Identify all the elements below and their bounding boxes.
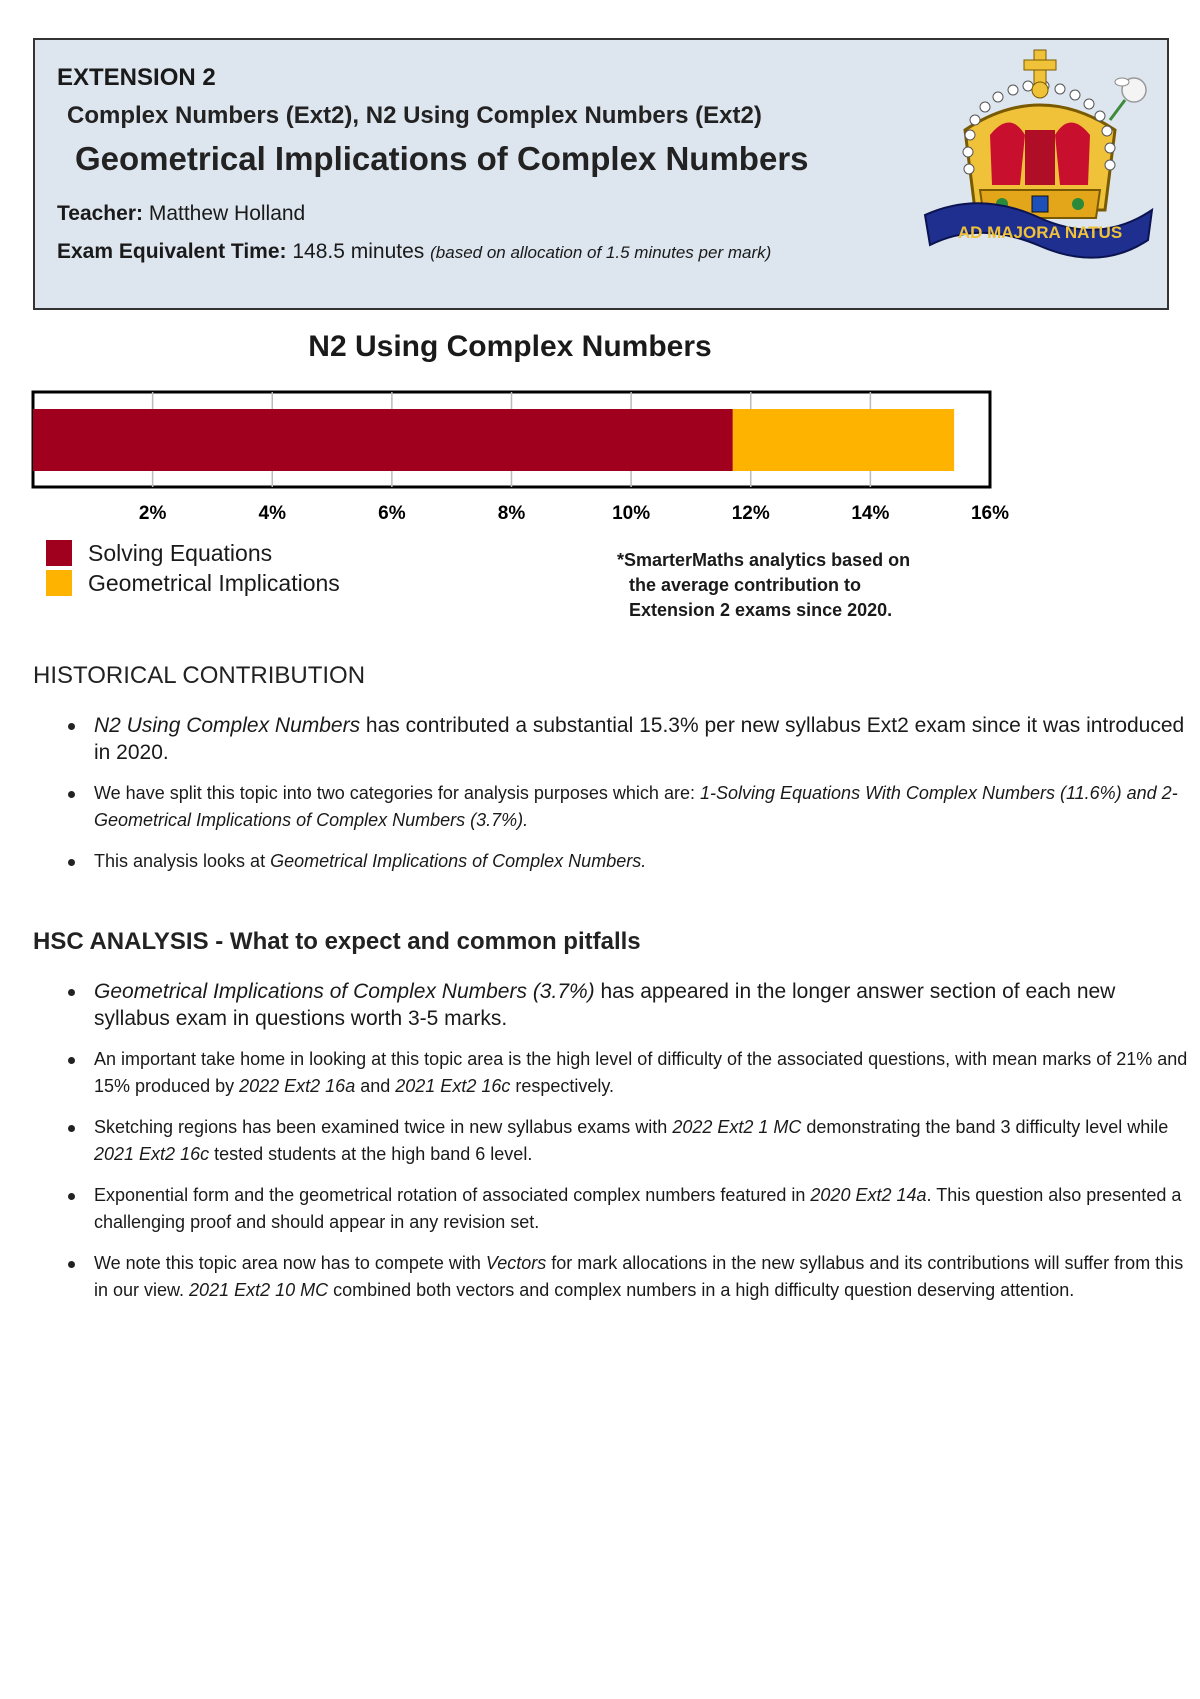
legend-swatch-solving [46, 540, 72, 566]
list-item [94, 712, 1194, 766]
teacher-name: Matthew Holland [148, 202, 306, 225]
footnote-line: the average contribution to [629, 575, 862, 595]
extension-label: EXTENSION 2 [57, 64, 216, 91]
topic-ref: Vectors [485, 1253, 547, 1273]
list-item-text: demonstrating the band 3 difficulty level while [801, 1117, 1169, 1137]
list-item-italic: Geometrical Implications of Complex Numbers. [270, 851, 647, 871]
hsc-analysis-heading: HSC ANALYSIS - What to expect and common pitfalls [33, 928, 641, 955]
historical-heading: HISTORICAL CONTRIBUTION [33, 662, 366, 689]
legend-label-geometrical: Geometrical Implications [88, 569, 340, 596]
list-item [94, 978, 1194, 1032]
list-item-text: Sketching regions has been examined twice in new syllabus exams with [94, 1117, 673, 1137]
topics-line: Complex Numbers (Ext2), N2 Using Complex Numbers (Ext2) [67, 102, 762, 129]
question-ref: 2021 Ext2 10 MC [189, 1280, 329, 1300]
list-item-text: This analysis looks at [94, 851, 271, 871]
analytics-footnote [617, 548, 910, 623]
exam-time-label: Exam Equivalent Time: [57, 240, 287, 263]
list-item-text: has appeared in the longer answer section of each new syllabus exam in questions worth 3-5 marks. [94, 980, 1116, 1030]
list-item-italic: N2 Using Complex Numbers [94, 714, 361, 737]
list-item-italic: 1-Solving Equations With Complex Numbers (11.6%) and 2-Geometrical Implications of Complex Numbers (3.7%). [94, 783, 1178, 830]
x-tick-label: 16% [970, 503, 1010, 524]
legend-item-geometrical [46, 568, 340, 598]
exam-time-line [57, 240, 771, 264]
x-tick-label: 6% [378, 503, 406, 524]
bar-segment-geometrical-implications [733, 409, 954, 471]
question-ref: 2020 Ext2 14a [810, 1185, 927, 1205]
list-item [94, 1046, 1194, 1100]
legend-item-solving [46, 538, 340, 568]
exam-time-value: 148.5 minutes [292, 240, 425, 263]
legend-swatch-geometrical [46, 570, 72, 596]
bar-segment-solving-equations [33, 409, 733, 471]
list-item-text: has contributed a substantial 15.3% per new syllabus Ext2 exam since it was introduced in 2020. [94, 714, 1185, 764]
list-item-text: combined both vectors and complex numbers in a high difficulty question deserving attention. [328, 1280, 1075, 1300]
x-tick-label: 10% [612, 503, 651, 524]
crest-motto: AD MAJORA NATUS [957, 223, 1123, 242]
teacher-line [57, 202, 305, 226]
x-tick-label: 2% [138, 503, 167, 524]
question-ref: 2021 Ext2 16c [395, 1076, 511, 1096]
list-item-text: tested students at the high band 6 level. [209, 1144, 533, 1164]
list-item-text: An important take home in looking at this topic area is the high level of difficulty of the associated questions, with mean marks of 21% and 15% produced by [94, 1049, 1188, 1096]
historical-list [60, 712, 1194, 889]
question-ref: 2022 Ext2 16a [239, 1076, 356, 1096]
footnote-line: *SmarterMaths analytics based on [617, 550, 911, 570]
x-tick-label: 14% [851, 503, 890, 524]
school-crest-logo [920, 40, 1160, 280]
question-ref: 2022 Ext2 1 MC [672, 1117, 802, 1137]
teacher-label: Teacher: [57, 202, 143, 225]
list-item-italic: Geometrical Implications of Complex Numbers (3.7%) [94, 980, 595, 1003]
list-item [94, 780, 1194, 834]
x-tick-label: 4% [258, 503, 286, 524]
list-item-text: respectively. [510, 1076, 615, 1096]
page-title: Geometrical Implications of Complex Numbers [75, 140, 809, 177]
list-item-text: and [355, 1076, 396, 1096]
list-item [94, 1182, 1194, 1236]
chart-title: N2 Using Complex Numbers [308, 330, 712, 363]
list-item-text: for mark allocations in the new syllabus and its contributions will suffer from this in our view. [94, 1253, 1184, 1300]
list-item [94, 848, 1194, 875]
stacked-bar-chart [0, 380, 1020, 530]
footnote-line: Extension 2 exams since 2020. [629, 600, 893, 620]
list-item-text: . This question also presented a challenging proof and should appear in any revision set. [94, 1185, 1182, 1232]
x-tick-label: 12% [731, 503, 770, 524]
list-item [94, 1250, 1194, 1304]
list-item-text: Exponential form and the geometrical rotation of associated complex numbers featured in [94, 1185, 811, 1205]
legend-label-solving: Solving Equations [88, 539, 273, 566]
list-item-text: We have split this topic into two categories for analysis purposes which are: [94, 783, 700, 803]
list-item-text: We note this topic area now has to compete with [94, 1253, 486, 1273]
hsc-analysis-list [60, 978, 1194, 1318]
question-ref: 2021 Ext2 16c [94, 1144, 210, 1164]
list-item [94, 1114, 1194, 1168]
x-tick-label: 8% [497, 503, 526, 524]
chart-legend [46, 538, 340, 598]
exam-time-note: (based on allocation of 1.5 minutes per mark) [430, 243, 772, 262]
